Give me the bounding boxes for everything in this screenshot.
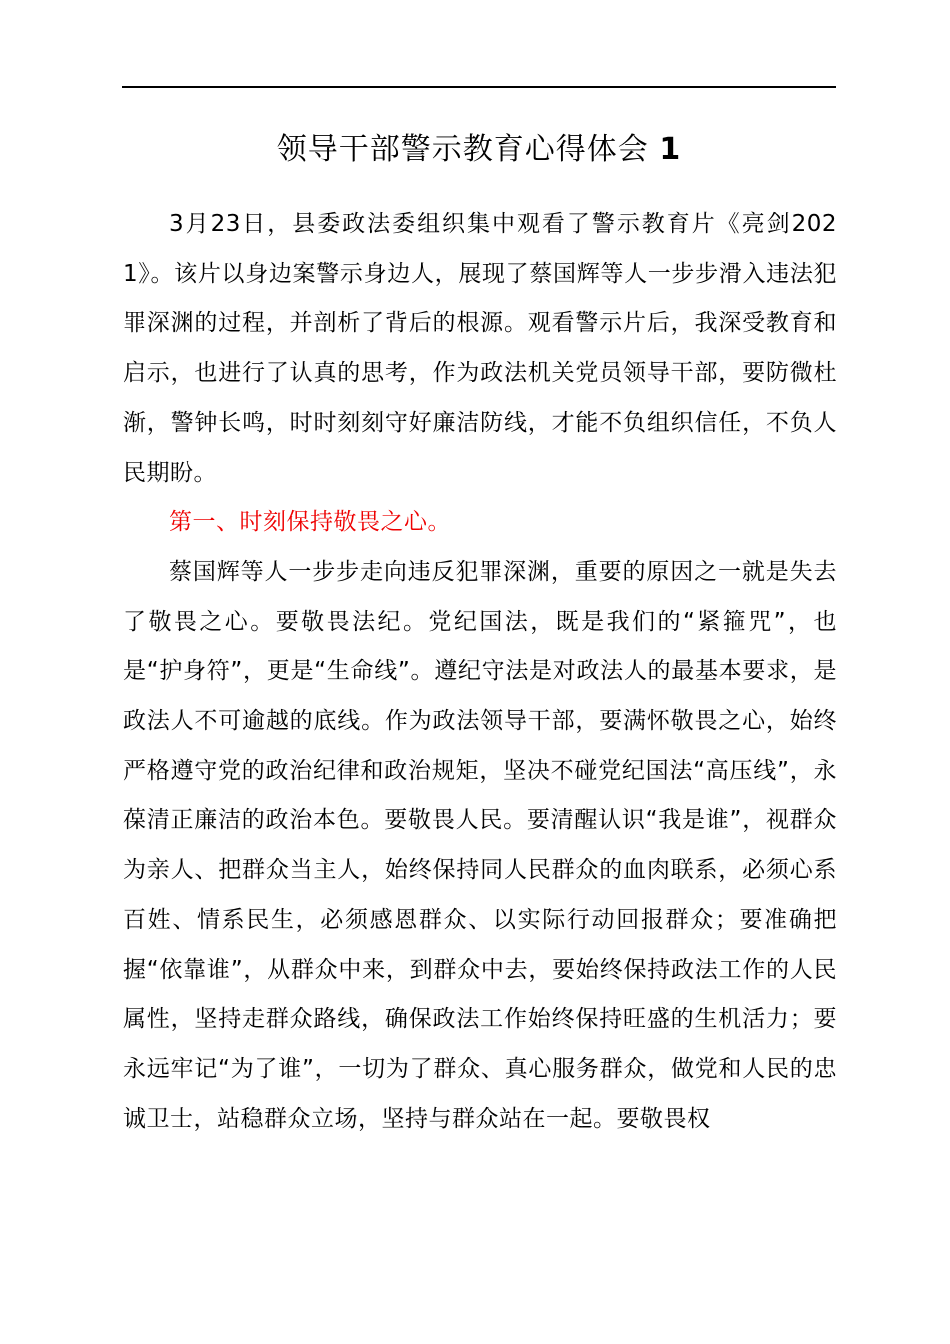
page-title bbox=[122, 124, 836, 176]
header-rule bbox=[122, 86, 836, 88]
document-body bbox=[123, 200, 837, 1144]
section-heading: 第一、时刻保持敬畏之心。 bbox=[169, 509, 451, 536]
body-paragraph: 蔡国辉等人一步步走向违反犯罪深渊，重要的原因之一就是失去了敬畏之心。要敬畏法纪。党纪国法，既是我们的“紧箍咒”，也是“护身符”，更是“生命线”。遵纪守法是对政法人的最基本要求，是政法人不可逾越的底线。作为政法领导干部，要满怀敬畏之心，始终严格遵守党的政治纪律和政治规矩，坚决不碰党纪国法“高压线”，永葆清正廉洁的政治本色。要敬畏人民。要清醒认识“我是谁”，视群众为亲人、把群众当主人，始终保持同人民群众的血肉联系，必须心系百姓、情系民生，必须感恩群众、以实际行动回报群众；要准确把握“依靠谁”，从群众中来，到群众中去，要始终保持政法工作的人民属性，坚持走群众路线，确保政法工作始终保持旺盛的生机活力；要永远牢记“为了谁”，一切为了群众、真心服务群众，做党和人民的忠诚卫士，站稳群众立场，坚持与群众站在一起。要敬畏权 bbox=[123, 558, 837, 1132]
title-text: 领导干部警示教育心得体会 bbox=[276, 132, 649, 167]
intro-paragraph: 3月23日，县委政法委组织集中观看了警示教育片《亮剑2021》。该片以身边案警示身边人，展现了蔡国辉等人一步步滑入违法犯罪深渊的过程，并剖析了背后的根源。观看警示片后，我深受教育和启示，也进行了认真的思考，作为政法机关党员领导干部，要防微杜渐，警钟长鸣，时时刻刻守好廉洁防线，才能不负组织信任，不负人民期盼。 bbox=[123, 211, 837, 486]
title-number: 1 bbox=[659, 132, 682, 167]
